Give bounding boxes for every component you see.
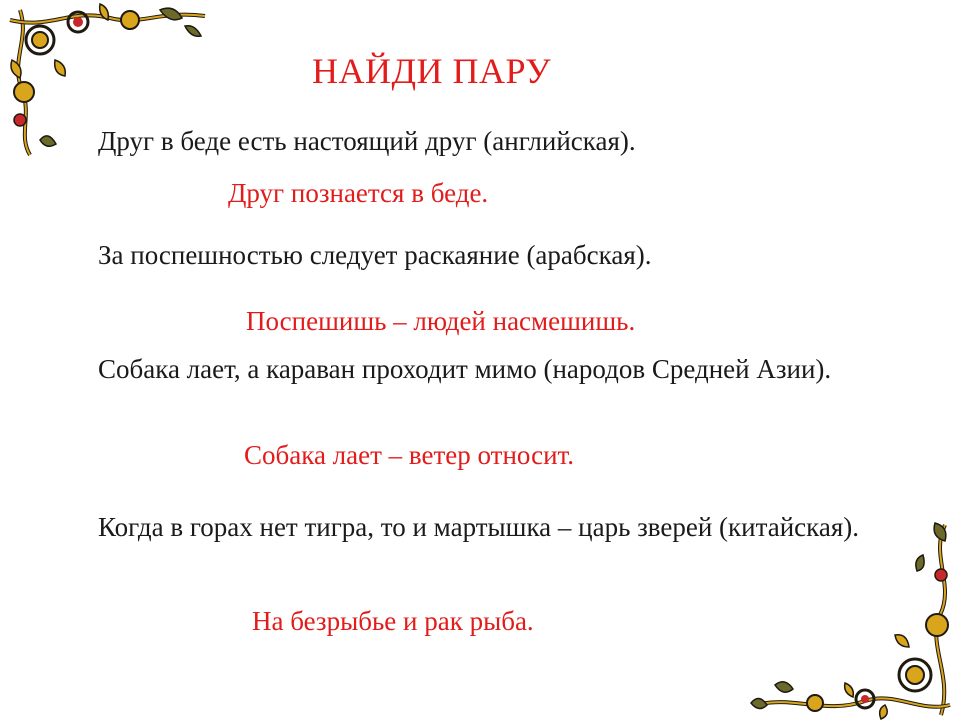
- answer-4: На безрыбье и рак рыба.: [252, 606, 534, 636]
- answer-1: Друг познается в беде.: [228, 178, 489, 208]
- proverb-2: За поспешностью следует раскаяние (арабская).: [98, 240, 652, 270]
- proverb-3: Собака лает, а караван проходит мимо (народов Средней Азии).: [98, 354, 832, 384]
- proverb-4: Когда в горах нет тигра, то и мартышка – царь зверей (китайская).: [98, 512, 860, 542]
- proverb-1: Друг в беде есть настоящий друг (английская).: [98, 126, 636, 156]
- slide-title: НАЙДИ ПАРУ: [312, 51, 552, 91]
- answer-3: Собака лает – ветер относит.: [244, 440, 575, 470]
- answer-2: Поспешишь – людей насмешишь.: [246, 306, 636, 336]
- corner-ornament-bottom-right-icon: [745, 515, 960, 720]
